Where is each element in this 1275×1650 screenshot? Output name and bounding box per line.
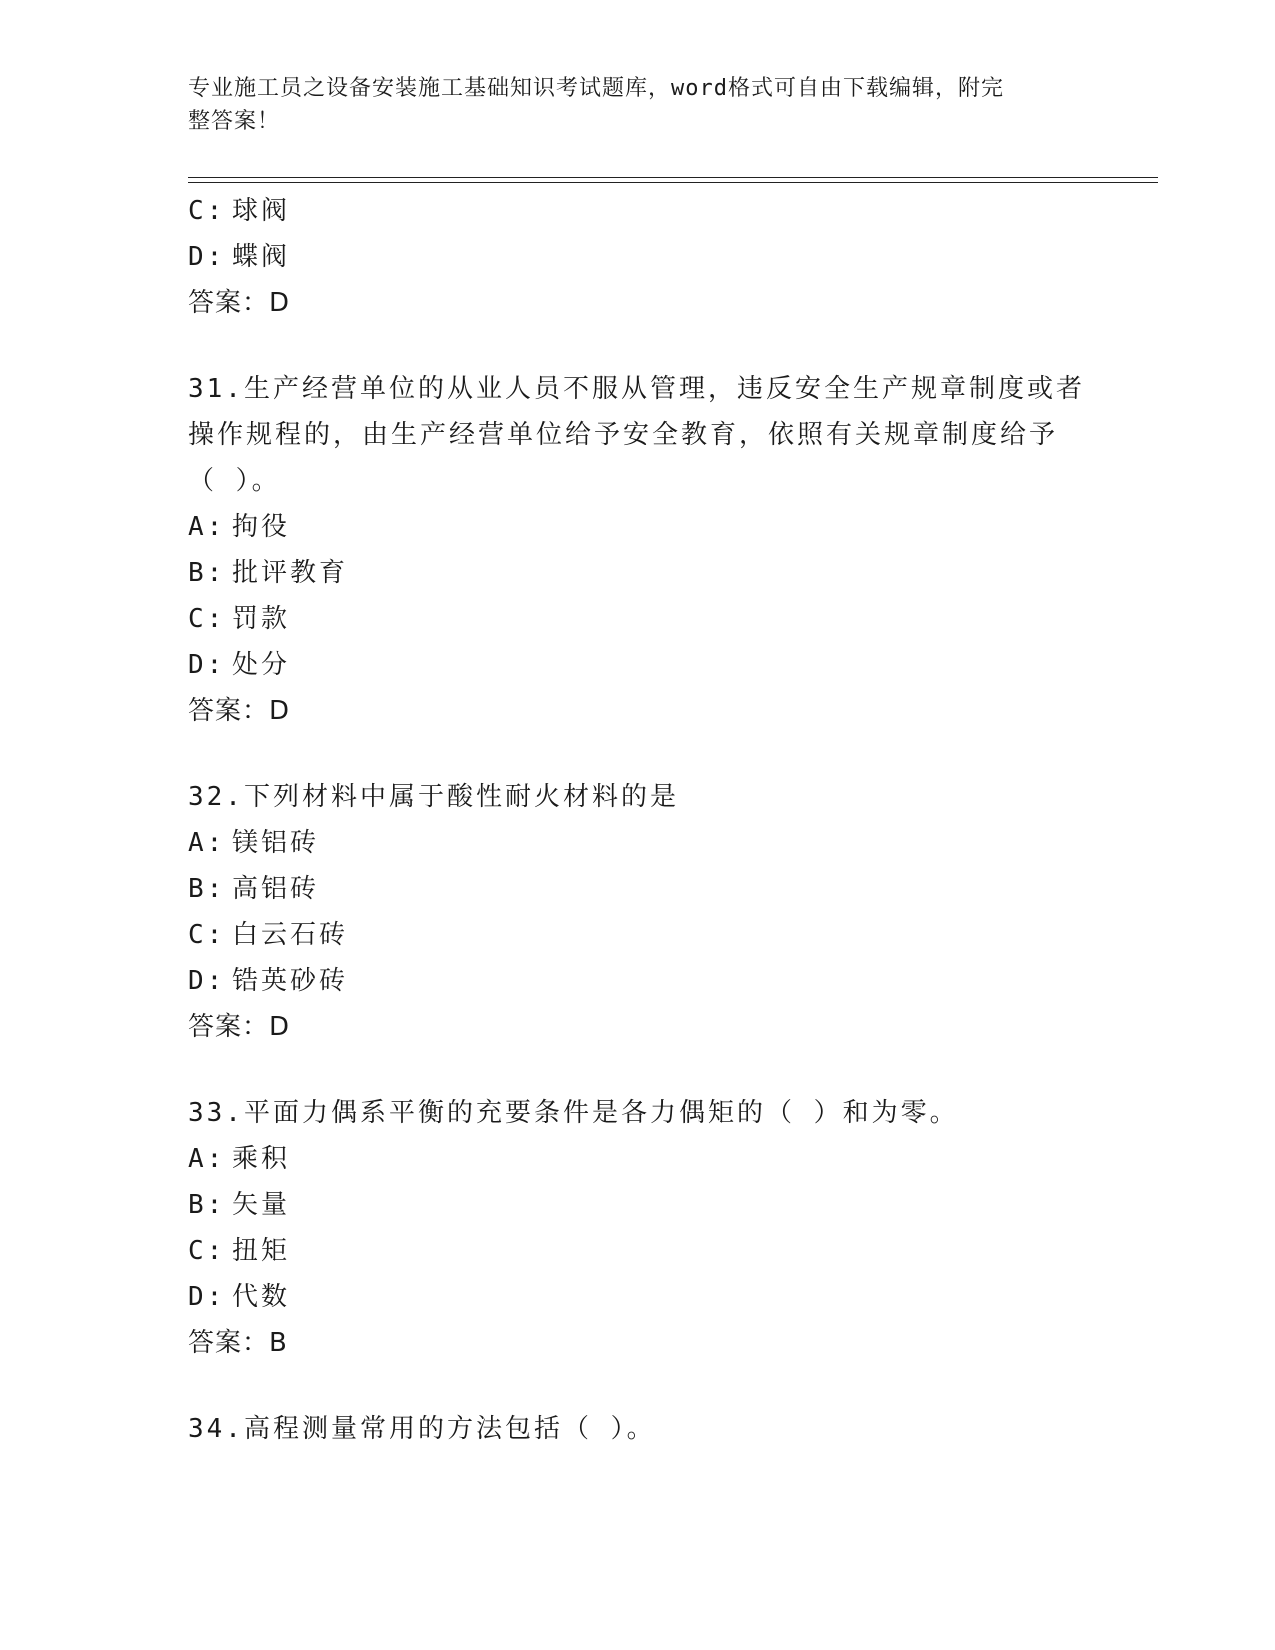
option-text: 镁铝砖 <box>232 828 320 858</box>
question-stem: 33.平面力偶系平衡的充要条件是各力偶矩的（ ）和为零。 <box>188 1098 959 1128</box>
option-key: A: <box>188 512 226 542</box>
option-text: 拘役 <box>232 512 291 542</box>
option-item <box>188 1182 1088 1228</box>
option-key: C: <box>188 196 226 226</box>
option-text: 蝶阀 <box>232 242 291 272</box>
option-item <box>188 550 1088 596</box>
question-list <box>188 188 1088 1452</box>
header-divider-bottom <box>188 182 1158 183</box>
option-item <box>188 596 1088 642</box>
option-key: D: <box>188 242 226 272</box>
option-key: D: <box>188 1282 226 1312</box>
option-item <box>188 1274 1088 1320</box>
option-item <box>188 188 1088 234</box>
question-stem: 34.高程测量常用的方法包括（ ）。 <box>188 1414 656 1444</box>
option-item <box>188 866 1088 912</box>
option-key: C: <box>188 604 226 634</box>
spacer <box>188 1050 1088 1090</box>
option-text: 乘积 <box>232 1144 291 1174</box>
option-text: 批评教育 <box>232 558 349 588</box>
spacer <box>188 734 1088 774</box>
option-item <box>188 958 1088 1004</box>
header-divider-top <box>188 177 1158 178</box>
question-stem: 操作规程的，由生产经营单位给予安全教育，依照有关规章制度给予 <box>188 420 1059 450</box>
option-key: B: <box>188 558 226 588</box>
option-key: C: <box>188 1236 226 1266</box>
option-key: B: <box>188 1190 226 1220</box>
option-item <box>188 1228 1088 1274</box>
option-item <box>188 642 1088 688</box>
option-text: 锆英砂砖 <box>232 966 349 996</box>
option-text: 球阀 <box>232 196 291 226</box>
option-key: B: <box>188 874 226 904</box>
answer-line: 答案：D <box>188 1012 291 1042</box>
question-stem: 32.下列材料中属于酸性耐火材料的是 <box>188 782 679 812</box>
option-text: 代数 <box>232 1282 291 1312</box>
answer-line: 答案：D <box>188 696 291 726</box>
question-stem: （ ）。 <box>188 466 281 496</box>
option-text: 矢量 <box>232 1190 291 1220</box>
answer-line: 答案：D <box>188 288 291 318</box>
question-stem: 31.生产经营单位的从业人员不服从管理，违反安全生产规章制度或者 <box>188 374 1085 404</box>
option-item <box>188 504 1088 550</box>
answer-line: 答案：B <box>188 1328 288 1358</box>
option-key: A: <box>188 828 226 858</box>
header-line-2: 整答案！ <box>188 109 281 134</box>
option-text: 罚款 <box>232 604 291 634</box>
document-header <box>188 72 1068 138</box>
option-key: D: <box>188 966 226 996</box>
option-key: A: <box>188 1144 226 1174</box>
option-item <box>188 1136 1088 1182</box>
option-key: C: <box>188 920 226 950</box>
option-key: D: <box>188 650 226 680</box>
option-text: 处分 <box>232 650 291 680</box>
option-item <box>188 820 1088 866</box>
spacer <box>188 326 1088 366</box>
option-item <box>188 234 1088 280</box>
spacer <box>188 1366 1088 1406</box>
option-text: 高铝砖 <box>232 874 320 904</box>
option-text: 白云石砖 <box>232 920 349 950</box>
option-text: 扭矩 <box>232 1236 291 1266</box>
header-line-1: 专业施工员之设备安装施工基础知识考试题库，word格式可自由下载编辑，附完 <box>188 76 1004 101</box>
option-item <box>188 912 1088 958</box>
